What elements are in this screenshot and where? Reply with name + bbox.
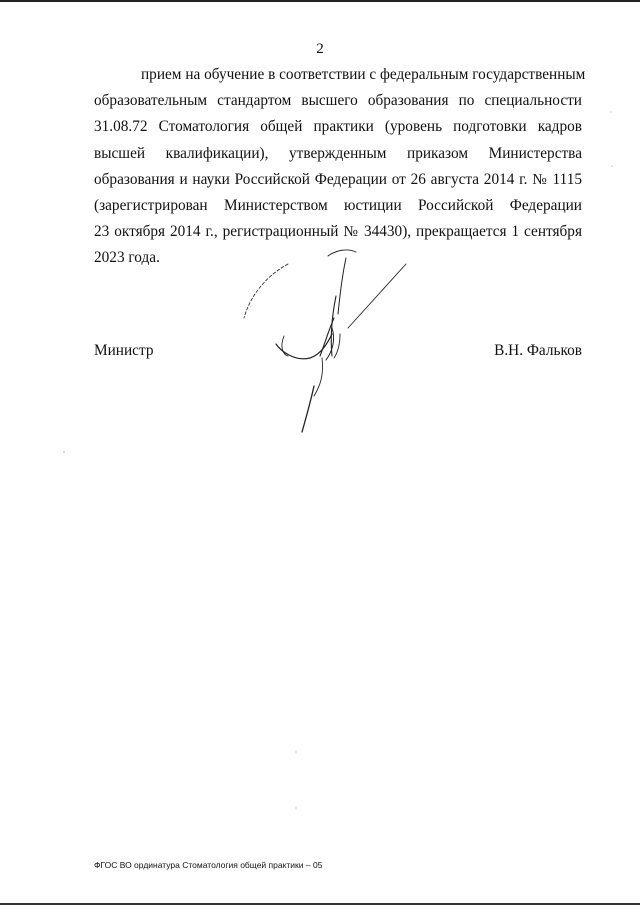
page-number: 2 [316, 41, 324, 57]
body-line: 31.08.72 Стоматология общей практики (уровень подготовки кадров [94, 118, 582, 136]
handwritten-signature [236, 236, 426, 446]
body-line: 23 октября 2014 г., регистрационный № 34430), прекращается 1 сентября [94, 223, 582, 241]
body-line: высшей квалификации), утвержденным приказом Министерства [94, 144, 582, 162]
document-footer: ФГОС ВО ординатура Стоматология общей практики – 05 [94, 860, 323, 870]
signature-block [94, 342, 582, 360]
body-line: (зарегистрирован Министерством юстиции Российской Федерации [94, 197, 582, 215]
body-line: образовательным стандартом высшего образования по специальности [94, 92, 582, 110]
page-top-edge [0, 0, 640, 2]
body-line: прием на обучение в соответствии с федеральным государственным [141, 66, 586, 83]
signatory-name: В.Н. Фальков [494, 342, 582, 359]
body-line: 2023 года. [94, 249, 160, 267]
body-line: образования и науки Российской Федерации от 26 августа 2014 г. № 1115 [94, 170, 582, 188]
signatory-position: Министр [94, 342, 154, 359]
